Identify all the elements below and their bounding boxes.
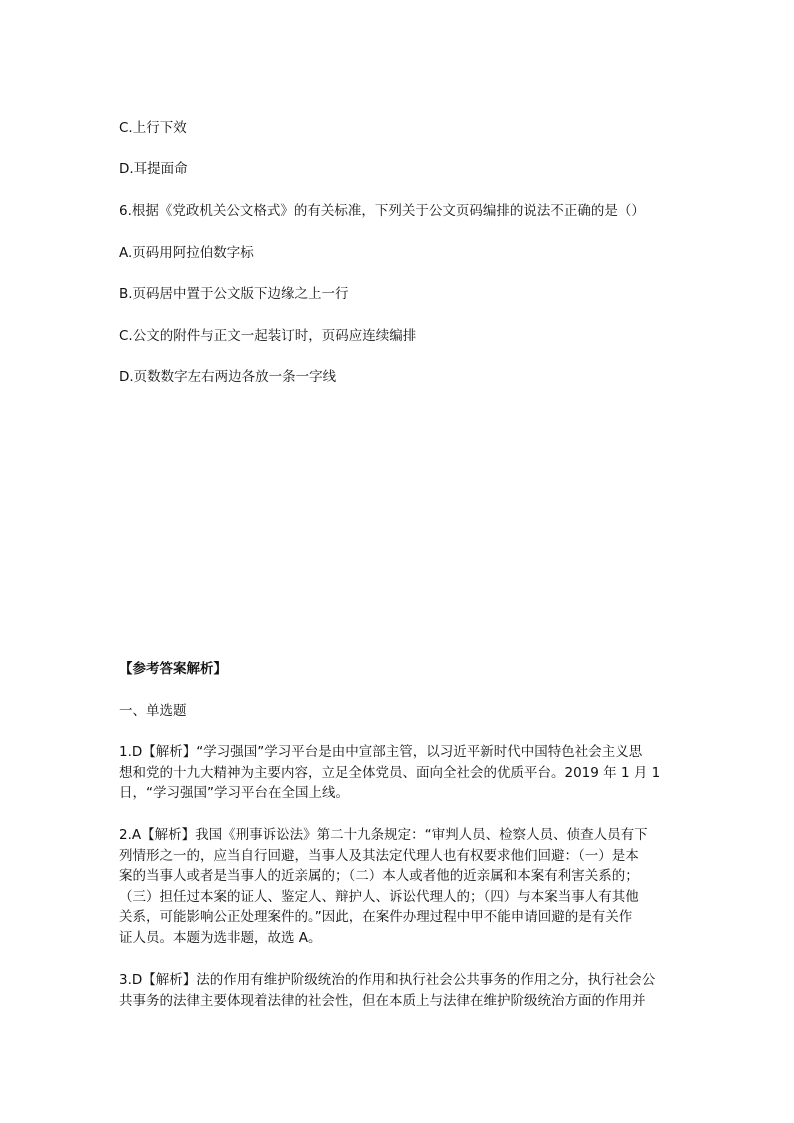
- option-d-q6: D.页数数字左右两边各放一条一字线: [119, 369, 337, 385]
- answer-1-line: 日，“学习强国”学习平台在全国上线。: [119, 785, 349, 801]
- answer-2-line: 2.A【解析】我国《刑事诉讼法》第二十九条规定：“审判人员、检察人员、侦查人员有下: [119, 827, 648, 843]
- option-d-q5: D.耳提面命: [119, 161, 188, 177]
- answer-3-line: 共事务的法律主要体现着法律的社会性，但在本质上与法律在维护阶级统治方面的作用并: [119, 992, 646, 1009]
- option-a-q6: A.页码用阿拉伯数字标: [119, 245, 254, 261]
- option-b-q6: B.页码居中置于公文版下边缘之上一行: [119, 286, 349, 302]
- answer-1-line: 1.D【解析】“学习强国”学习平台是由中宣部主管，以习近平新时代中国特色社会主义思: [119, 744, 643, 760]
- answer-1-line: 想和党的十九大精神为主要内容，立足全体党员、面向全社会的优质平台。2019 年 1 月 1: [119, 764, 661, 781]
- answer-2-line: （三）担任过本案的证人、鉴定人、辩护人、诉讼代理人的；（四）与本案当事人有其他: [119, 888, 639, 905]
- answer-2-line: 案的当事人或者是当事人的近亲属的；（二）本人或者他的近亲属和本案有利害关系的；: [119, 868, 639, 884]
- answers-heading: 【参考答案解析】: [119, 661, 227, 677]
- question-6-stem: 6.根据《党政机关公文格式》的有关标准，下列关于公文页码编排的说法不正确的是（）: [119, 203, 645, 219]
- answer-2-line: 证人员。本题为选非题，故选 A。: [119, 929, 322, 946]
- option-c-q5: C.上行下效: [119, 120, 187, 136]
- answer-2-line: 列情形之一的，应当自行回避，当事人及其法定代理人也有权要求他们回避：（一）是本: [119, 847, 639, 864]
- answer-3-line: 3.D【解析】法的作用有维护阶级统治的作用和执行社会公共事务的作用之分，执行社会公: [119, 972, 656, 988]
- answer-3: [119, 970, 681, 1011]
- section-title: 一、单选题: [119, 703, 187, 719]
- answer-2: [119, 825, 681, 948]
- answer-1: [119, 742, 681, 804]
- option-c-q6: C.公文的附件与正文一起装订时，页码应连续编排: [119, 328, 417, 344]
- answer-2-line: 关系，可能影响公正处理案件的。”因此，在案件办理过程中甲不能申请回避的是有关作: [119, 909, 633, 925]
